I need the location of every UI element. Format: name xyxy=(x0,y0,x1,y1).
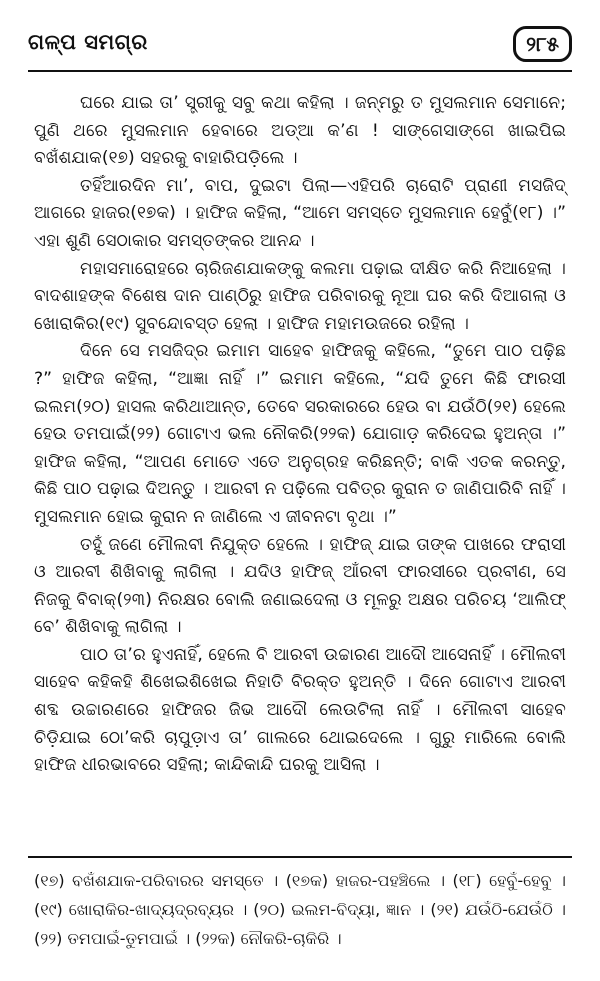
footnotes xyxy=(34,866,566,953)
paragraph: ଦିନେ ସେ ମସଜିଦ୍‌ର ଇମାମ ସାହେବ ହାଫିଜକୁ କହିଲେ, “ତୁମେ ପାଠ ପଢ଼ିଛ ?” ହାଫିଜ କହିଲା, “ଆଜ୍ଞା ନାହିଁ ।” ଇମାମ କହିଲେ, “ଯଦି ତୁମେ କିଛି ଫାରସୀ ଇଲମ(୨୦) ହାସଲ କରିଥାଆନ୍ତ, ତେବେ ସରକାରରେ ହେଉ ବା ଯଉଁଠି(୨୧) ହେଲେ ହେଉ ତମପାଇଁ(୨୨) ଗୋଟାଏ ଭଲ ନୌକରି(୨୨କ) ଯୋଗାଡ଼ କରିଦେଇ ହୁଅନ୍ତା ।” ହାଫିଜ କହିଲା, “ଆପଣ ମୋତେ ଏତେ ଅନୁଗ୍ରହ କରିଛନ୍ତି; ବାକି ଏତକ କରନ୍ତୁ, କିଛି ପାଠ ପଢ଼ାଇ ଦିଅନ୍ତୁ । ଆରବୀ ନ ପଢ଼ିଲେ ପବିତ୍ର କୁରାନ ତ ଜାଣିପାରିବି ନାହିଁ । ମୁସଲମାନ ହୋଇ କୁରାନ ନ ଜାଣିଲେ ଏ ଜୀବନଟା ବୃଥା ।” xyxy=(34,341,566,527)
paragraph: ମହାସମାରୋହରେ ଚାରିଜଣଯାକଙ୍କୁ କଲମା ପଢ଼ାଇ ଦୀକ୍ଷିତ କରି ନିଆହେଲା । ବାଦଶାହଙ୍କ ବିଶେଷ ଦାନ ପାଣ୍ଠିରୁ ହାଫିଜ ପରିବାରକୁ ନୂଆ ଘର କରି ଦିଆଗଲା ଓ ଖୋରାକିର(୧୯) ସୁବନ୍ଦୋବସ୍ତ ହେଲା । ହାଫିଜ ମହାମଉଜରେ ରହିଲା । xyxy=(34,258,566,334)
page-number: ୨୮୫ xyxy=(513,26,572,62)
header-rule xyxy=(28,70,572,72)
body-text xyxy=(34,90,566,780)
footnote-rule xyxy=(28,856,572,858)
paragraph: ତହୁଁ ଜଣେ ମୌଲବୀ ନିଯୁକ୍ତ ହେଲେ । ହାଫିଜ୍ ଯାଇ ତାଙ୍କ ପାଖରେ ଫରାସୀ ଓ ଆରବୀ ଶିଖିବାକୁ ଲାଗିଲା । ଯଦିଓ ହାଫିଜ୍ ଆଁରବୀ ଫାରସୀରେ ପ୍ରବୀଣ, ସେ ନିଜକୁ ବିବାକ୍(୨୩) ନିରକ୍ଷର ବୋଲି ଜଣାଇଦେଲା ଓ ମୂଳରୁ ଅକ୍ଷର ପରିଚୟ ‘ଆଲିଫ୍ ବେ’ ଶିଖିବାକୁ ଲାଗିଲା । xyxy=(34,534,566,638)
page-header xyxy=(28,26,572,62)
paragraph: ପାଠ ତା’ର ହୁଏନାହିଁ, ହେଲେ ବି ଆରବୀ ଉଚ୍ଚାରଣ ଆଦୌ ଆସେନାହିଁ । ମୌଲବୀ ସାହେବ କହିକହି ଶିଖେଇଶିଖେଇ ନିହାତି ବିରକ୍ତ ହୁଅନ୍ତି । ଦିନେ ଗୋଟାଏ ଆରବୀ ଶବ୍ଦ ଉଚ୍ଚାରଣରେ ହାଫିଜର ଜିଭ ଆଦୌ ଲେଉଟିଲା ନାହିଁ । ମୌଲବୀ ସାହେବ ଚିଡ଼ିଯାଇ ଠୋ’କରି ଚାପୁଡ଼ାଏ ତା’ ଗାଲରେ ଥୋଇଦେଲେ । ଗୁରୁ ମାରିଲେ ବୋଲି ହାଫିଜ ଧୀରଭାବରେ ସହିଲା; କାନ୍ଦିକାନ୍ଦି ଘରକୁ ଆସିଲା । xyxy=(34,644,566,776)
paragraph: ଘରେ ଯାଇ ତା’ ସ୍ତ୍ରୀକୁ ସବୁ କଥା କହିଲା । ଜନ୍ମରୁ ତ ମୁସଲମାନ ସେମାନେ; ପୁଣି ଥରେ ମୁସଲମାନ ହେବାରେ ଅଡ୍ଆ କ’ଣ ! ସାଙ୍ଗେସାଙ୍ଗେ ଖାଇପିଇ ବଖଁଶଯାକ(୧୭) ସହରକୁ ବାହାରିପଡ଼ିଲେ । xyxy=(34,93,566,169)
footnote-text: (୧୭) ବଖଁଶଯାକ-ପରିବାରର ସମସ୍ତେ । (୧୭କ) ହାଜର-ପହଞ୍ଚିଲେ । (୧୮) ହେବୁଁ-ହେବୁ । (୧୯) ଖୋରାକିର-ଖାଦ୍ୟଦ୍ରବ୍ୟର । (୨୦) ଇଲମ-ବିଦ୍ୟା, ଜ୍ଞାନ । (୨୧) ଯଉଁଠି-ଯେଉଁଠି । (୨୨) ତମପାଇଁ-ତୁମପାଇଁ । (୨୨କ) ନୌକରି-ଚାକିରି । xyxy=(34,871,566,948)
running-title: ଗଳ୍ପ ସମଗ୍ର xyxy=(28,30,148,54)
paragraph: ତହିଁଆରଦିନ ମା’, ବାପ, ଦୁଇଟା ପିଲା—ଏହିପରି ଚାରୋଟି ପ୍ରାଣୀ ମସଜିଦ୍ ଆଗରେ ହାଜର(୧୭କ) । ହାଫିଜ କହିଲା, “ଆମେ ସମସ୍ତେ ମୁସଲମାନ ହେବୁଁ(୧୮) ।” ଏହା ଶୁଣି ସେଠାକାର ସମସ୍ତଙ୍କର ଆନନ୍ଦ । xyxy=(34,175,566,251)
